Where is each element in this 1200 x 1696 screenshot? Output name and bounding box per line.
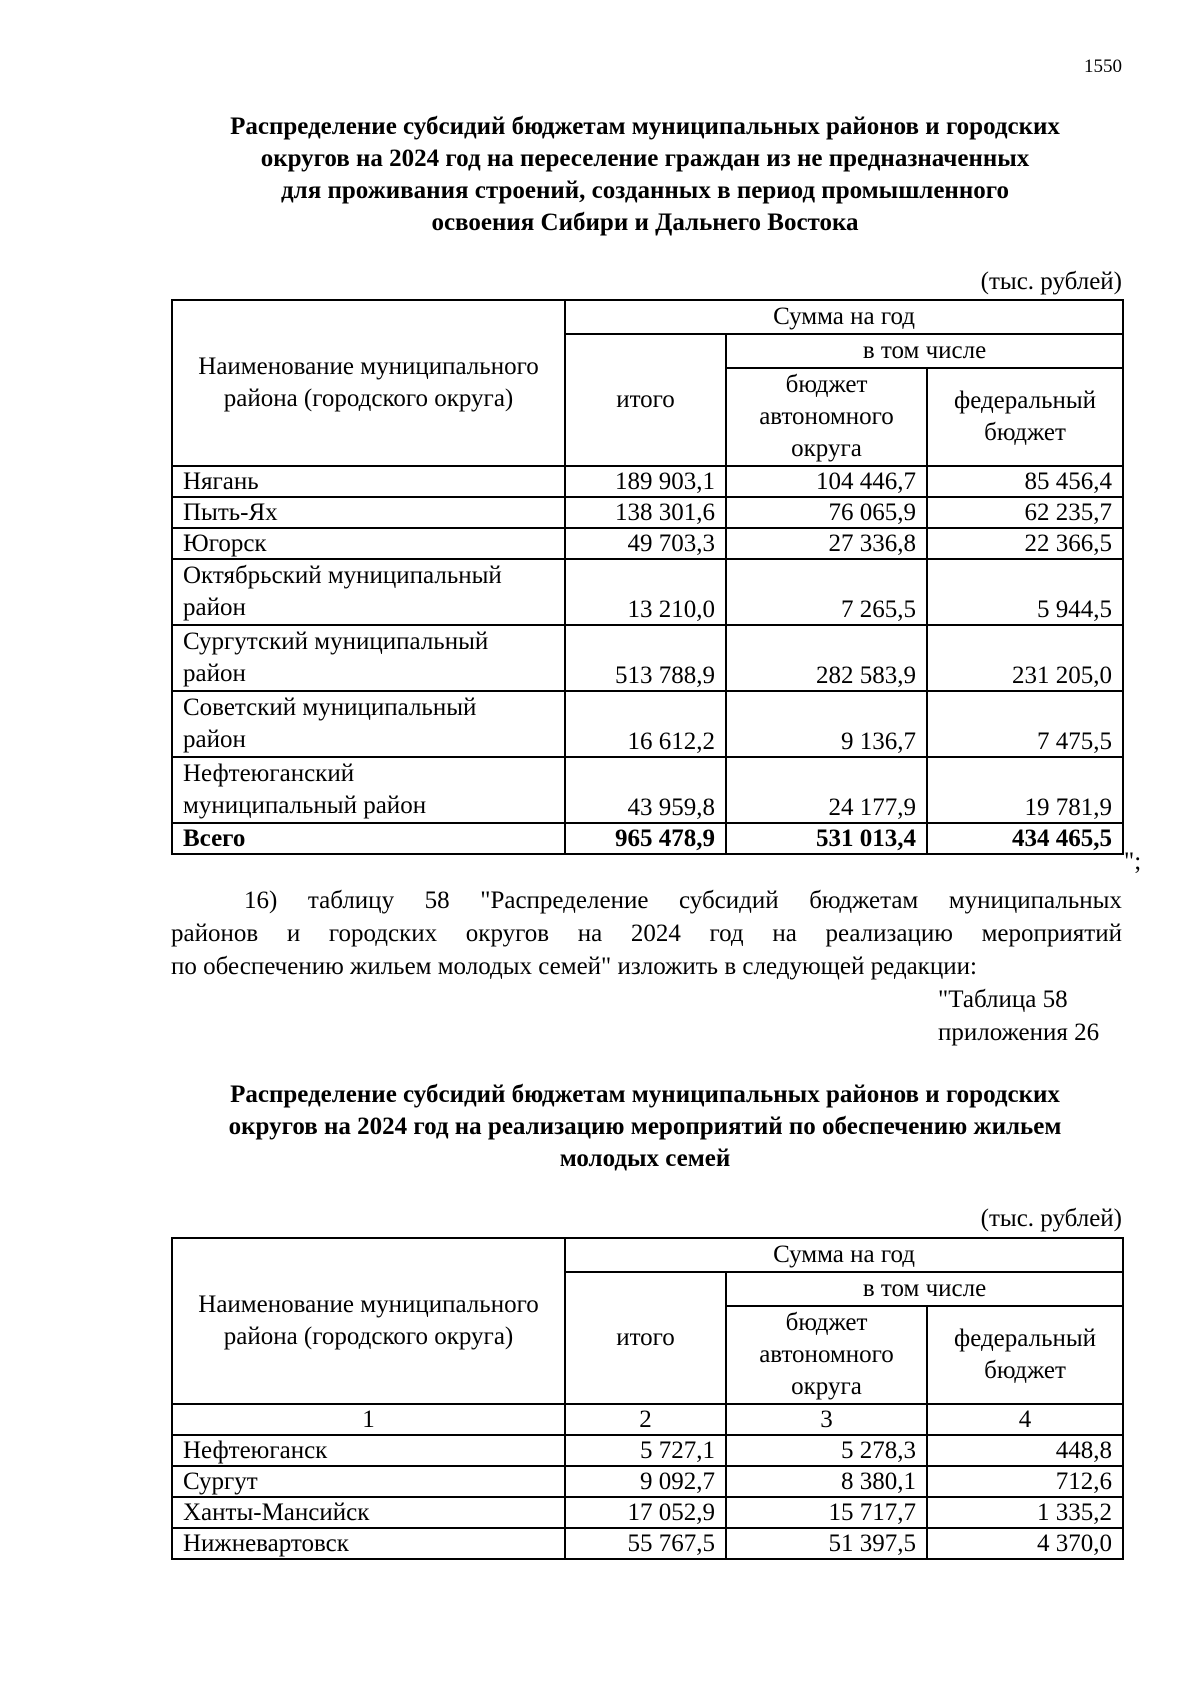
table-row	[172, 691, 1123, 757]
page-number: 1550	[1084, 56, 1122, 77]
row-ao: 8 380,1	[726, 1466, 927, 1497]
table-ref-line: приложения 26	[938, 1019, 1100, 1046]
row-ao: 76 065,9	[726, 497, 927, 528]
row-name	[172, 625, 565, 691]
row-fed: 4 370,0	[927, 1528, 1123, 1559]
row-fed: 22 366,5	[927, 528, 1123, 559]
table-row	[172, 757, 1123, 823]
paragraph-line: по обеспечению жильем молодых семей" изложить в следующей редакции:	[171, 953, 977, 980]
row-ao: 15 717,7	[726, 1497, 927, 1528]
row-total: 49 703,3	[565, 528, 726, 559]
table-row	[172, 1497, 1123, 1528]
header-ao-budget: бюджет автономного округа	[726, 368, 927, 466]
row-name-line: район	[183, 594, 246, 621]
word: на	[772, 920, 797, 947]
word: 2024	[630, 920, 681, 947]
row-ao: 7 265,5	[726, 559, 927, 625]
row-ao: 27 336,8	[726, 528, 927, 559]
row-name-line: Нефтеюганский	[183, 760, 355, 787]
header-total-col: итого	[565, 1272, 726, 1404]
header-including: в том числе	[726, 334, 1123, 368]
table1-title-line: для проживания строений, созданных в период промышленного	[281, 177, 1009, 204]
row-total: 5 727,1	[565, 1435, 726, 1466]
table-ref-line: "Таблица 58	[938, 986, 1068, 1013]
row-name-line: муниципальный район	[183, 792, 427, 819]
table-row	[172, 497, 1123, 528]
row-ao: 104 446,7	[726, 466, 927, 497]
word: реализацию	[825, 920, 953, 947]
table2	[171, 1237, 1124, 1560]
word: "Распределение	[480, 887, 649, 914]
amendment-paragraph	[171, 884, 1122, 983]
header-ao-budget: бюджет автономного округа	[726, 1306, 927, 1404]
row-total: 513 788,9	[565, 625, 726, 691]
column-number: 3	[726, 1404, 927, 1435]
table1-units: (тыс. рублей)	[980, 268, 1122, 295]
table-row	[172, 1528, 1123, 1559]
header-sum-year: Сумма на год	[565, 1238, 1123, 1272]
row-total: 189 903,1	[565, 466, 726, 497]
word: округов	[465, 920, 550, 947]
column-number-row	[172, 1404, 1123, 1435]
row-fed: 5 944,5	[927, 559, 1123, 625]
word: бюджетам	[809, 887, 919, 914]
column-number: 2	[565, 1404, 726, 1435]
row-name-line: район	[183, 726, 246, 753]
table-row	[172, 625, 1123, 691]
row-name	[172, 757, 565, 823]
column-number: 1	[172, 1404, 565, 1435]
table1-title-line: освоения Сибири и Дальнего Востока	[431, 209, 859, 236]
header-sum-year: Сумма на год	[565, 300, 1123, 334]
table1	[171, 299, 1124, 855]
row-total: 9 092,7	[565, 1466, 726, 1497]
row-ao: 9 136,7	[726, 691, 927, 757]
row-name	[172, 691, 565, 757]
row-fed: 712,6	[927, 1466, 1123, 1497]
row-total: 13 210,0	[565, 559, 726, 625]
word: на	[577, 920, 603, 947]
column-number: 4	[927, 1404, 1123, 1435]
header-name-col: Наименование муниципального района (городского округа)	[172, 300, 565, 466]
header-fed-budget: федеральный бюджет	[927, 368, 1123, 466]
word: городских	[328, 920, 438, 947]
row-total: 16 612,2	[565, 691, 726, 757]
word: и	[286, 920, 301, 947]
header-total-col: итого	[565, 334, 726, 466]
row-name-line: Сургутский муниципальный	[183, 628, 489, 655]
word: субсидий	[679, 887, 779, 914]
row-fed: 85 456,4	[927, 466, 1123, 497]
row-name-line: Октябрьский муниципальный	[183, 562, 502, 589]
row-total: 17 052,9	[565, 1497, 726, 1528]
table1-title	[170, 111, 1120, 239]
table2-title	[170, 1079, 1120, 1175]
paragraph-line	[171, 917, 1122, 950]
header-including: в том числе	[726, 1272, 1123, 1306]
total-row	[172, 823, 1123, 854]
word: таблицу	[307, 887, 395, 914]
row-fed: 448,8	[927, 1435, 1123, 1466]
row-total: 55 767,5	[565, 1528, 726, 1559]
row-total: 43 959,8	[565, 757, 726, 823]
header-name-col: Наименование муниципального района (городского округа)	[172, 1238, 565, 1404]
row-name: Югорск	[172, 528, 565, 559]
row-name-line: район	[183, 660, 246, 687]
table1-title-line: округов на 2024 год на переселение граждан из не предназначенных	[260, 145, 1030, 172]
row-ao: 24 177,9	[726, 757, 927, 823]
table-row	[172, 1466, 1123, 1497]
row-name	[172, 559, 565, 625]
row-fed: 62 235,7	[927, 497, 1123, 528]
row-fed: 1 335,2	[927, 1497, 1123, 1528]
row-fed: 231 205,0	[927, 625, 1123, 691]
table2-units: (тыс. рублей)	[980, 1205, 1122, 1232]
paragraph-line	[171, 884, 1122, 917]
table1-title-line: Распределение субсидий бюджетам муниципальных районов и городских	[230, 113, 1060, 140]
table-row	[172, 528, 1123, 559]
table2-title-line: округов на 2024 год на реализацию мероприятий по обеспечению жильем	[228, 1113, 1062, 1140]
table-row	[172, 466, 1123, 497]
total-sum: 965 478,9	[565, 823, 726, 854]
table2-title-line: молодых семей	[559, 1145, 731, 1172]
row-fed: 7 475,5	[927, 691, 1123, 757]
table-row	[172, 1435, 1123, 1466]
row-ao: 5 278,3	[726, 1435, 927, 1466]
row-name: Нефтеюганск	[172, 1435, 565, 1466]
total-ao: 531 013,4	[726, 823, 927, 854]
row-name-line: Советский муниципальный	[183, 694, 477, 721]
total-label: Всего	[172, 823, 565, 854]
row-name: Нягань	[172, 466, 565, 497]
row-name: Нижневартовск	[172, 1528, 565, 1559]
row-name: Сургут	[172, 1466, 565, 1497]
row-name: Ханты-Мансийск	[172, 1497, 565, 1528]
header-fed-budget: федеральный бюджет	[927, 1306, 1123, 1404]
word: мероприятий	[981, 920, 1122, 947]
row-total: 138 301,6	[565, 497, 726, 528]
table-row	[172, 559, 1123, 625]
row-name: Пыть-Ях	[172, 497, 565, 528]
row-fed: 19 781,9	[927, 757, 1123, 823]
closing-quote-mark: ";	[1124, 848, 1142, 875]
row-ao: 282 583,9	[726, 625, 927, 691]
word: 16)	[244, 887, 278, 914]
word: год	[709, 920, 744, 947]
row-ao: 51 397,5	[726, 1528, 927, 1559]
word: муниципальных	[948, 887, 1122, 914]
word: районов	[171, 920, 259, 947]
word: 58	[424, 887, 450, 914]
table2-title-line: Распределение субсидий бюджетам муниципальных районов и городских	[230, 1081, 1060, 1108]
total-fed: 434 465,5	[927, 823, 1123, 854]
